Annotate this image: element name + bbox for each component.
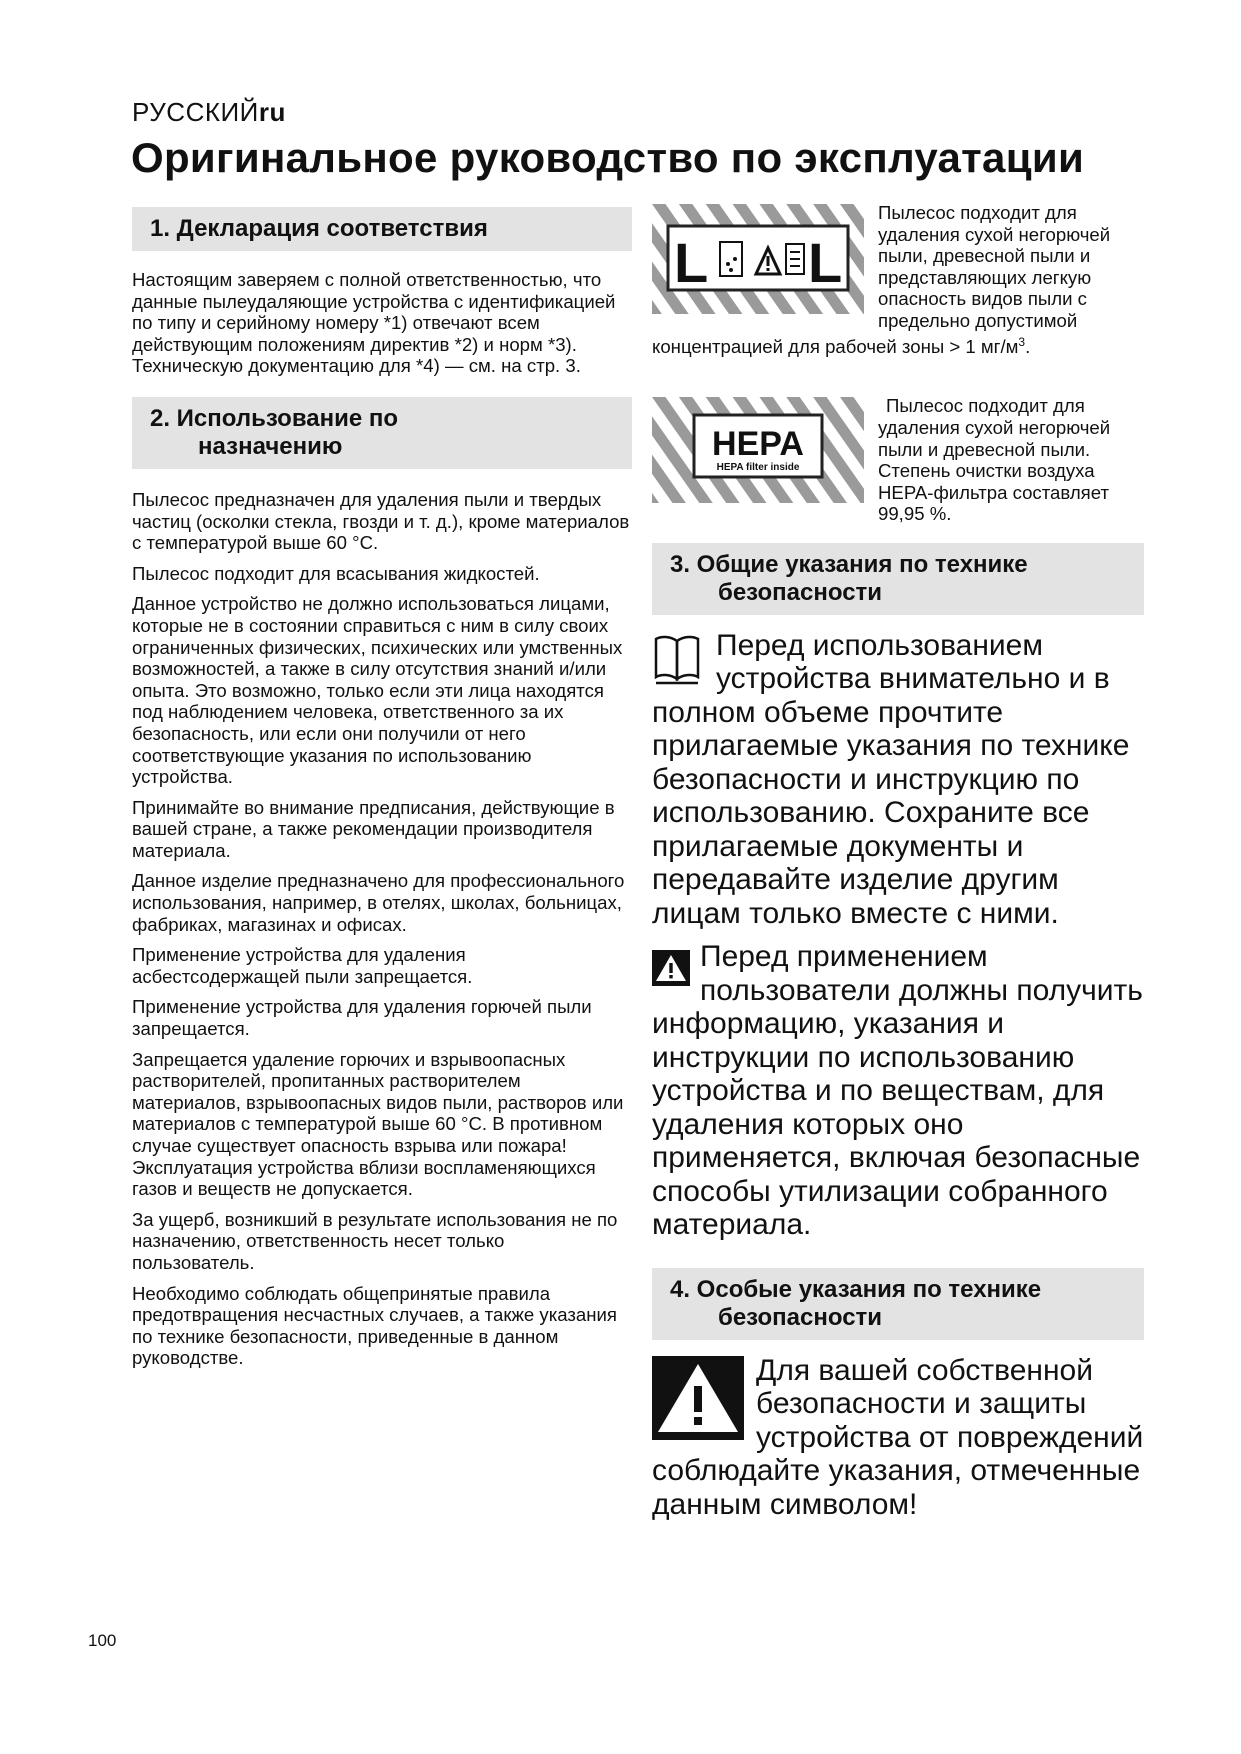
language-code: ru	[258, 97, 286, 127]
section-2-paragraph: Применение устройства для удаления горючей пыли запрещается.	[132, 996, 592, 1040]
section-3-read-block	[652, 629, 1152, 931]
hepa-text: Пылесос подходит для удаления сухой негорючей пыли и древесной пыли. Степень очистки воздуха HEPA-фильтра составляет 99,95 %.	[878, 395, 1111, 525]
section-4-heading-line1: 4. Особые указания по технике	[670, 1275, 1042, 1303]
section-1-heading: 1. Декларация соответствия	[132, 207, 632, 251]
dust-class-l-text: Пылесос подходит для удаления сухой негорючей пыли, древесной пыли и представляющих легкую опасность видов пыли с предельно допустимой концентрацией для рабочей зоны > 1 $мг/м^3$.	[652, 202, 1111, 357]
section-3-warning-block	[652, 940, 1152, 1242]
svg-text:L: L	[674, 231, 709, 294]
section-2-paragraph: Данное устройство не должно использоваться лицами, которые не в состоянии справиться с ним в силу своих ограниченных физических, психических или умственных возможностей, а также в силу отсутствия знаний и/или опыта. Это возможно, только если эти лица находятся под наблюдением человека, ответственного за их безопасность, или если они получили от него соответствующие указания по использованию устройства.	[132, 593, 623, 788]
section-3-warning-text: Перед применением пользователи должны получить информацию, указания и инструкции по использованию устройства и по веществам, для удаления которых оно применяется, включая безопасные способы утилизации собранного материала.	[652, 940, 1143, 1242]
section-2-paragraph: Данное изделие предназначено для профессионального использования, например, в отелях, школах, больницах, фабриках, магазинах и офисах.	[132, 870, 625, 935]
book-icon	[654, 633, 700, 685]
hepa-block	[652, 395, 1152, 525]
section-2-heading	[132, 397, 632, 469]
section-4-warning-text: Для вашей собственной безопасности и защиты устройства от повреждений соблюдайте указания, отмеченные данным символом!	[652, 1353, 1144, 1521]
section-2-heading-line1: 2. Использование по	[150, 404, 399, 432]
section-4-heading-line2: безопасности	[718, 1303, 883, 1331]
dust-class-l-block	[652, 202, 1152, 357]
page-number: 100	[88, 1631, 117, 1650]
svg-text:HEPA filter inside: HEPA filter inside	[716, 462, 800, 474]
section-3-heading-line2: безопасности	[718, 578, 883, 606]
section-1-text: Настоящим заверяем с полной ответственностью, что данные пылеудаляющие устройства с идентификацией по типу и серийному номеру *1) отвечают всем действующим положениям директив *2) и норм *3). Техническую документацию для *4) — см. на стр. 3.	[132, 269, 616, 377]
section-2-heading-line2: назначению	[198, 432, 343, 460]
warning-icon	[652, 950, 690, 986]
section-4-heading	[652, 1268, 1144, 1340]
section-4-warning-block	[652, 1354, 1152, 1522]
language-label	[132, 97, 286, 128]
section-3-heading	[652, 543, 1144, 615]
right-column	[652, 202, 1152, 1521]
svg-text:L: L	[808, 231, 843, 294]
section-2-paragraph: Принимайте во внимание предписания, действующие в вашей стране, а также рекомендации производителя материала.	[132, 796, 615, 861]
section-2-paragraph: Запрещается удаление горючих и взрывоопасных растворителей, пропитанных растворителем материалов, взрывоопасных видов пыли, растворов или материалов с температурой выше 60 °C. В противном случае существует опасность взрыва или пожара! Эксплуатация устройства вблизи воспламеняющихся газов и веществ не допускается.	[132, 1048, 624, 1200]
section-2-paragraph: Пылесос предназначен для удаления пыли и твердых частиц (осколки стекла, гвозди и т. д.), кроме материалов с температурой выше 60 °C.	[132, 488, 630, 554]
warning-icon	[652, 1356, 744, 1440]
section-3-read-text: Перед использованием устройства внимательно и в полном объеме прочтите прилагаемые указания по технике безопасности и инструкцию по использованию. Сохраните все прилагаемые документы и передавайте изделие другим лицам только вместе с ними.	[652, 628, 1130, 930]
left-column	[132, 207, 632, 1378]
section-2-paragraph: Применение устройства для удаления асбестсодержащей пыли запрещается.	[132, 944, 473, 987]
section-2-paragraph: За ущерб, возникший в результате использования не по назначению, ответственность несет только пользователь.	[132, 1208, 618, 1273]
svg-text:HEPA: HEPA	[712, 425, 804, 464]
hepa-filter-icon	[652, 397, 864, 503]
language-name: РУССКИЙ	[132, 97, 259, 127]
section-3-heading-line1: 3. Общие указания по технике	[670, 550, 1028, 578]
dust-class-l-icon	[652, 204, 864, 314]
page-title: Оригинальное руководство по эксплуатации	[131, 134, 1085, 181]
section-2-paragraph: Пылесос подходит для всасывания жидкостей.	[132, 562, 540, 584]
section-2-paragraph: Необходимо соблюдать общепринятые правила предотвращения несчастных случаев, а также указания по технике безопасности, приведенные в данном руководстве.	[132, 1282, 617, 1369]
